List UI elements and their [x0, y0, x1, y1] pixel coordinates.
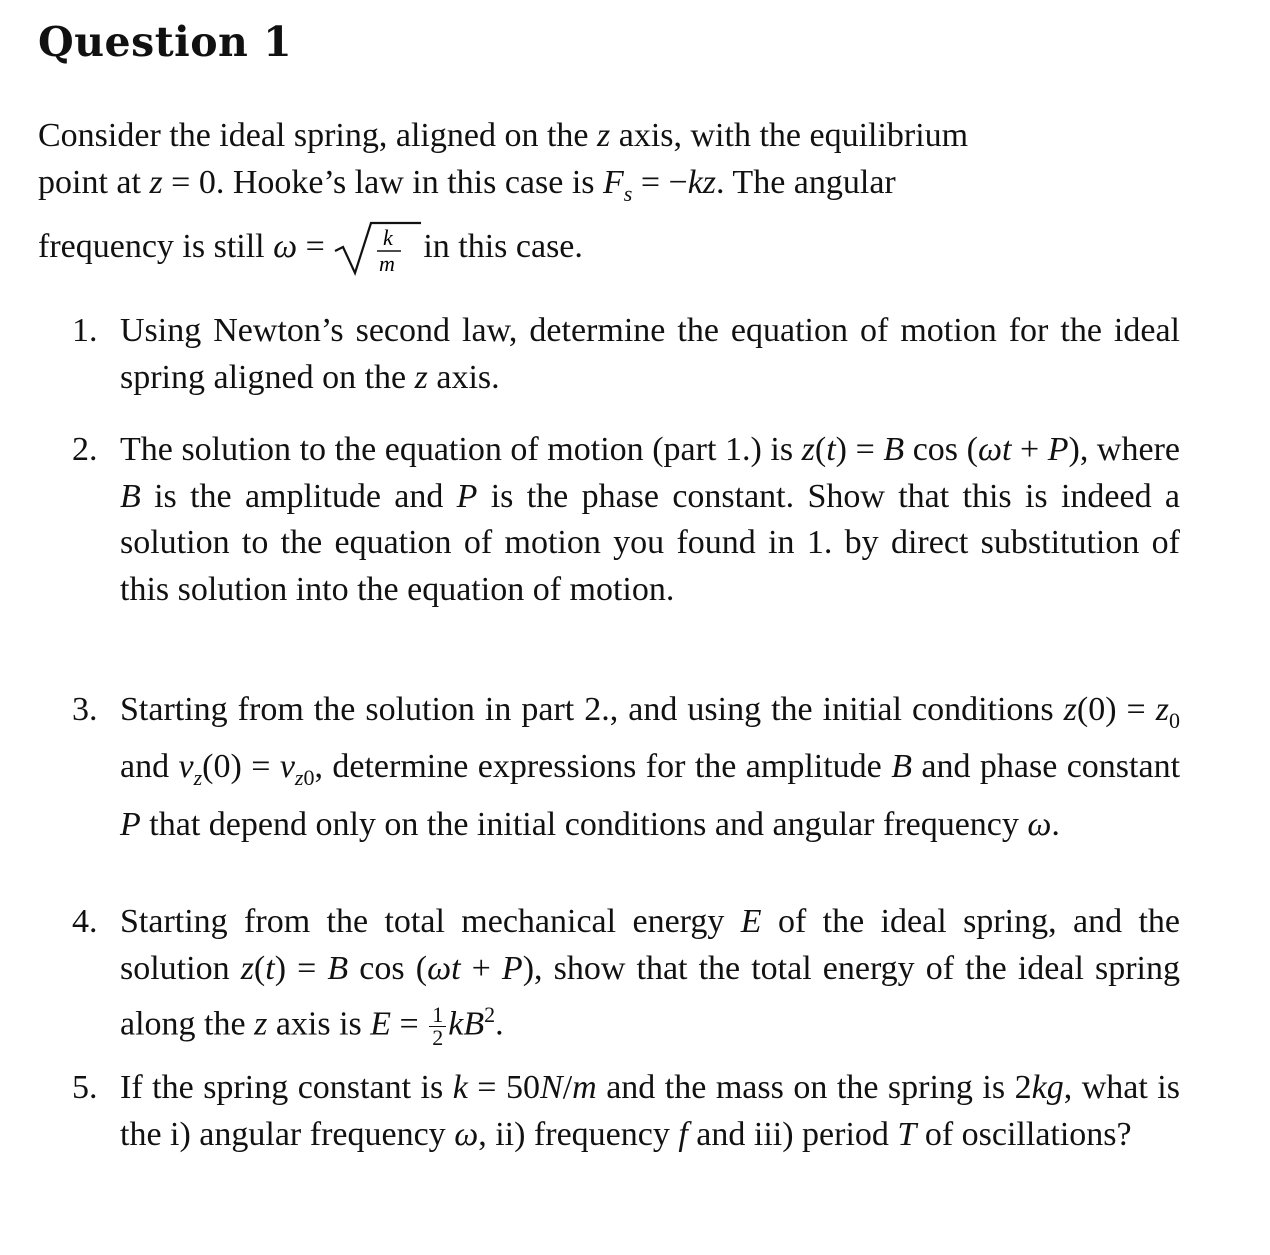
frac-numerator: k [383, 224, 394, 250]
item-text: The solution to the equation of motion (part 1.) is z(t) = B cos (ωt + P), where B is the amplitude and P is the phase constant. Show that this is indeed a solution to the equation of motion you found in 1. by direct substitution of this solution into the equation of motion. [120, 431, 1180, 608]
item-text: If the spring constant is k = 50N/m and the mass on the spring is 2kg, what is the i) angular frequency ω, ii) frequency f and iii) period T of oscillations? [120, 1069, 1180, 1153]
item-number: 2. [72, 431, 98, 468]
item-text: Using Newton’s second law, determine the equation of motion for the ideal spring aligned on the z axis. [120, 312, 1180, 396]
intro-paragraph [38, 112, 1180, 277]
item-number: 1. [72, 312, 98, 349]
sqrt-symbol [333, 221, 423, 277]
frac-denominator: m [379, 250, 396, 276]
question-heading: Question 1 [38, 18, 293, 66]
item-text: Starting from the total mechanical energy E of the ideal spring, and the solution z(t) = B cos (ωt + P), show that the total energy of the ideal spring along the z axis is E = $\frac{1}{2}$ $kB^2$. [120, 903, 1180, 1051]
item-number: 3. [72, 691, 98, 728]
intro-line-2: point at z = 0. Hooke’s law in this case is $F_s = -kz$. The angular [38, 164, 896, 206]
item-text: Starting from the solution in part 2., and using the initial conditions $z(0) = z_0$ and $v_z(0) = v_{z0}$, determine expressions for the amplitude B and phase constant P that depend only on the initial conditions and angular frequency ω. [120, 691, 1181, 843]
item-number: 5. [72, 1069, 98, 1106]
item-number: 4. [72, 903, 98, 940]
intro-line-1: Consider the ideal spring, aligned on the z axis, with the equilibrium [38, 117, 969, 154]
intro-line-3: frequency is still ω = k m in this case. [38, 221, 1180, 277]
